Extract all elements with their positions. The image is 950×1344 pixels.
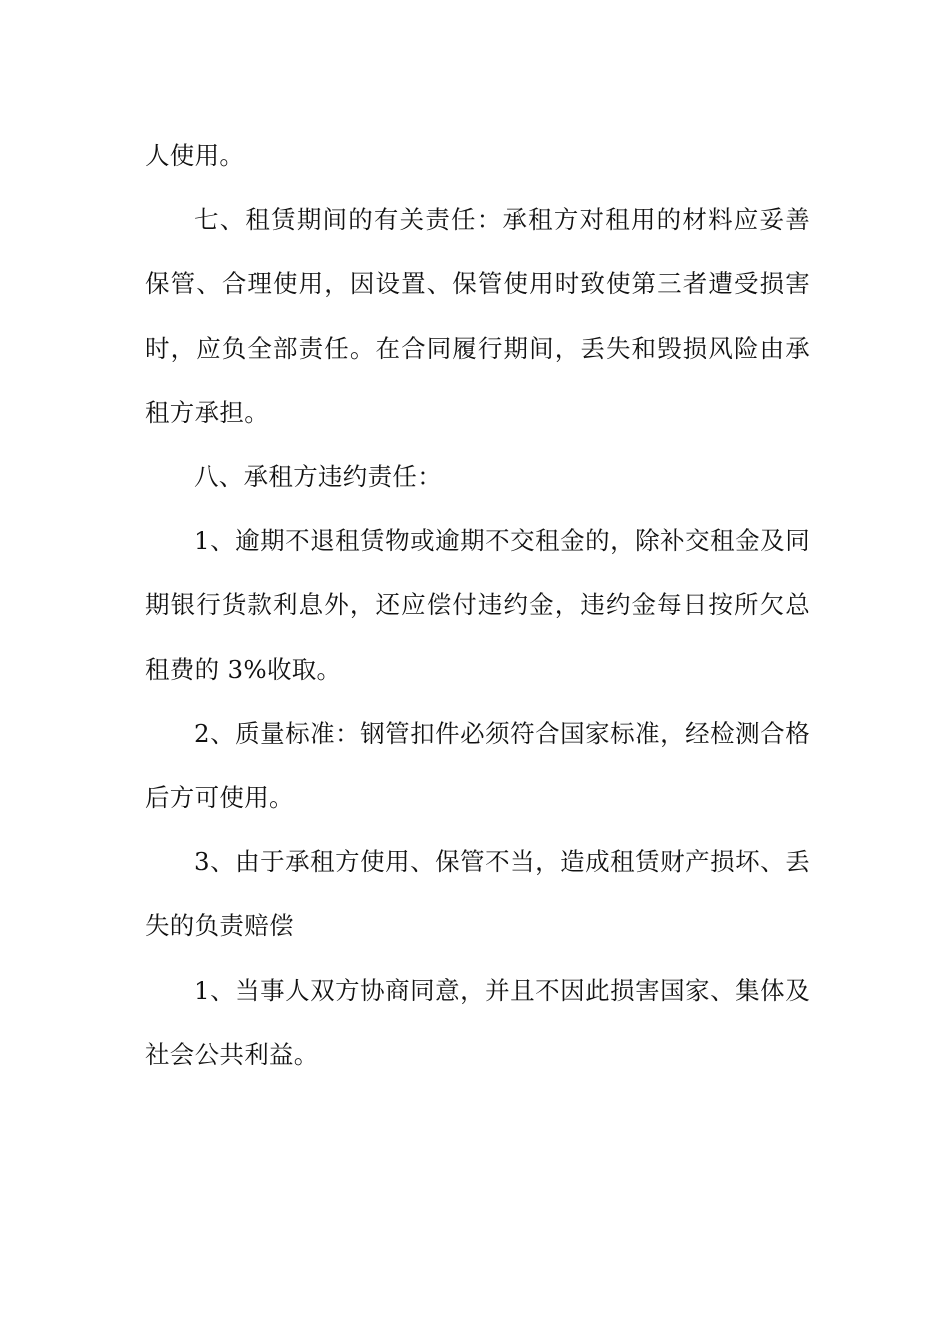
paragraph-item-1-agreement: 1、当事人双方协商同意，并且不因此损害国家、集体及社会公共利益。 bbox=[145, 975, 810, 1069]
paragraph-section-8-heading: 八、承租方违约责任： bbox=[194, 462, 442, 492]
paragraph-continuation: 人使用。 bbox=[145, 141, 245, 170]
paragraph-item-3-damage: 3、由于承租方使用、保管不当，造成租赁财产损坏、丢失的负责赔偿 bbox=[145, 847, 810, 941]
paragraph-section-7: 七、租赁期间的有关责任：承租方对租用的材料应妥善保管、合理使用，因设置、保管使用时致使第三者遭受损害时，应负全部责任。在合同履行期间，丢失和毁损风险由承租方承担。 bbox=[145, 205, 810, 427]
document-body bbox=[145, 124, 810, 1087]
paragraph-item-2-quality: 2、质量标准：钢管扣件必须符合国家标准，经检测合格后方可使用。 bbox=[145, 718, 810, 813]
paragraph-item-1-overdue: 1、逾期不退租赁物或逾期不交租金的，除补交租金及同期银行货款利息外，还应偿付违约金，违约金每日按所欠总租费的 3%收取。 bbox=[145, 526, 810, 684]
